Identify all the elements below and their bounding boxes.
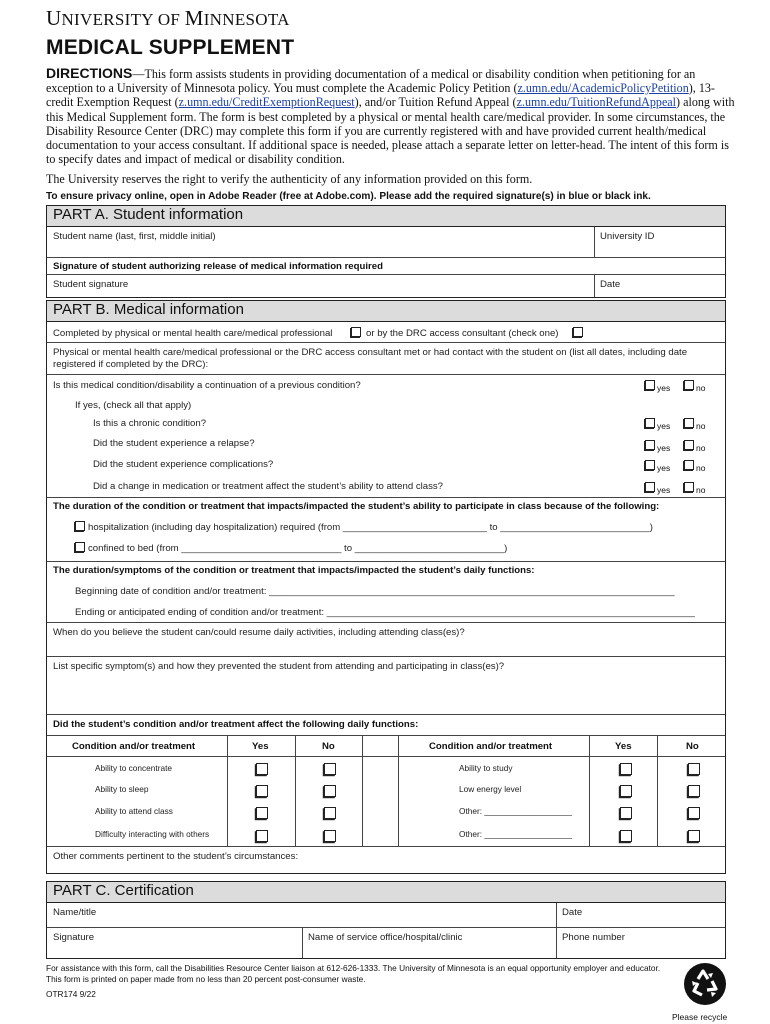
study-yes-checkbox[interactable] bbox=[620, 763, 632, 775]
divider bbox=[47, 927, 725, 928]
student-signature-field[interactable]: Student signature bbox=[53, 279, 129, 290]
divider bbox=[47, 561, 725, 562]
divider bbox=[594, 227, 595, 257]
university-id-field[interactable]: University ID bbox=[600, 231, 655, 242]
university-wordmark: UNIVERSITY OF MINNESOTA bbox=[46, 6, 290, 30]
divider bbox=[302, 927, 303, 958]
bed-field[interactable]: confined to bed (from ______________________________ to ____________________________) bbox=[88, 543, 508, 554]
student-date-field[interactable]: Date bbox=[600, 279, 621, 290]
table-row-label[interactable]: Low energy level bbox=[459, 784, 522, 794]
complications-question: Did the student experience complications? bbox=[93, 459, 274, 470]
service-office-field[interactable]: Name of service office/hospital/clinic bbox=[308, 932, 463, 943]
chronic-yes-checkbox[interactable] bbox=[645, 418, 655, 428]
attend-no-checkbox[interactable] bbox=[324, 807, 336, 819]
interacting-yes-checkbox[interactable] bbox=[256, 830, 268, 842]
interacting-no-checkbox[interactable] bbox=[324, 830, 336, 842]
part-c-header: PART C. Certification bbox=[46, 881, 726, 903]
continuation-yes-checkbox[interactable] bbox=[645, 380, 655, 390]
energy-no-checkbox[interactable] bbox=[688, 785, 700, 797]
other2-yes-checkbox[interactable] bbox=[620, 830, 632, 842]
signature-release-label: Signature of student authorizing release of medical information required bbox=[53, 261, 383, 272]
divider bbox=[47, 374, 725, 375]
hospitalization-field[interactable]: hospitalization (including day hospitalization) required (from ___________________________ to ____________________________) bbox=[88, 522, 653, 533]
energy-yes-checkbox[interactable] bbox=[620, 785, 632, 797]
bed-checkbox[interactable] bbox=[75, 542, 85, 552]
divider bbox=[47, 257, 725, 258]
page-title: MEDICAL SUPPLEMENT bbox=[46, 36, 295, 59]
divider bbox=[47, 274, 725, 275]
table-row-label: Difficulty interacting with others bbox=[95, 829, 210, 839]
relapse-no-checkbox[interactable] bbox=[684, 440, 694, 450]
study-no-checkbox[interactable] bbox=[688, 763, 700, 775]
divider bbox=[589, 735, 590, 846]
name-title-field[interactable]: Name/title bbox=[53, 907, 97, 918]
table-row-label: Ability to concentrate bbox=[95, 763, 173, 773]
no-column-header: No bbox=[686, 741, 699, 752]
resume-field[interactable]: When do you believe the student can/could resume daily activities, including attending class(es)? bbox=[53, 627, 465, 638]
other2-no-checkbox[interactable] bbox=[688, 830, 700, 842]
medication-yes-checkbox[interactable] bbox=[645, 482, 655, 492]
divider bbox=[47, 656, 725, 657]
other-comments-field[interactable]: Other comments pertinent to the student’s circumstances: bbox=[53, 851, 299, 862]
certification-date-field[interactable]: Date bbox=[562, 907, 583, 918]
no-label: no bbox=[696, 443, 706, 453]
other1-yes-checkbox[interactable] bbox=[620, 807, 632, 819]
concentrate-yes-checkbox[interactable] bbox=[256, 763, 268, 775]
chronic-question: Is this a chronic condition? bbox=[93, 418, 207, 429]
other-field-1[interactable]: Other: ___________________ bbox=[459, 806, 573, 816]
attend-yes-checkbox[interactable] bbox=[256, 807, 268, 819]
yes-label: yes bbox=[657, 383, 671, 393]
recycle-icon bbox=[683, 962, 727, 1006]
part-b-header: PART B. Medical information bbox=[46, 300, 726, 322]
no-label: no bbox=[696, 463, 706, 473]
divider bbox=[47, 622, 725, 623]
divider bbox=[47, 714, 725, 715]
tuition-refund-link[interactable]: z.umn.edu/TuitionRefundAppeal bbox=[516, 95, 677, 110]
academic-policy-link[interactable]: z.umn.edu/AcademicPolicyPetition bbox=[517, 81, 689, 96]
footer-note: For assistance with this form, call the Disabilities Resource Center liaison at 612-626-1333. The University of Minnesota is an equal opportunity employer and educator. This form is printed on paper made from no less than 20 percent post-consumer waste. bbox=[46, 963, 661, 984]
condition-column-header: Condition and/or treatment bbox=[429, 741, 553, 752]
yes-column-header: Yes bbox=[252, 741, 269, 752]
table-row-label: Ability to attend class bbox=[95, 806, 173, 816]
part-a-header: PART A. Student information bbox=[46, 205, 726, 227]
student-name-field[interactable]: Student name (last, first, middle initial) bbox=[53, 231, 216, 242]
credit-exemption-link[interactable]: z.umn.edu/CreditExemptionRequest bbox=[178, 95, 355, 110]
hospitalization-checkbox[interactable] bbox=[75, 521, 85, 531]
directions-text: DIRECTIONS—This form assists students in providing documentation of a medical or disability condition when petitioning for an exception to a University of Minnesota policy. You must complete the Academic Policy Petition (z.umn.edu/AcademicPolicyPetition), 13-credit Exemption Request (z.umn.edu/CreditExemptionRequest), and/or Tuition Refund Appeal (z.umn.edu/TuitionRefundAppeal) along with this Medical Supplement form. The form is best completed by a physical or mental health care/medical provider. In some circumstances, the Disability Resource Center (DRC) may complete this form if you are currently registered with and have provided current health/medical documentation to your access consultant. If additional space is needed, please attach a separate letter on letter-head. The intent of this form is to specify dates and impact of medical or disability condition. bbox=[46, 65, 735, 167]
certification-signature-field[interactable]: Signature bbox=[53, 932, 95, 943]
professional-checkbox[interactable] bbox=[351, 327, 361, 337]
ending-date-field[interactable]: Ending or anticipated ending of condition and/or treatment: _____________________________________________________________________ bbox=[75, 607, 695, 618]
divider bbox=[556, 903, 557, 958]
divider bbox=[295, 735, 296, 846]
drc-checkbox[interactable] bbox=[573, 327, 583, 337]
medication-question: Did a change in medication or treatment affect the student’s ability to attend class? bbox=[93, 481, 444, 492]
recycle-label: Please recycle bbox=[672, 1012, 728, 1022]
part-c-box bbox=[46, 902, 726, 959]
directions-label: DIRECTIONS bbox=[46, 65, 133, 81]
relapse-yes-checkbox[interactable] bbox=[645, 440, 655, 450]
medication-no-checkbox[interactable] bbox=[684, 482, 694, 492]
no-column-header: No bbox=[322, 741, 335, 752]
yes-label: yes bbox=[657, 443, 671, 453]
condition-column-header: Condition and/or treatment bbox=[72, 741, 196, 752]
divider bbox=[227, 735, 228, 846]
divider bbox=[362, 735, 363, 846]
divider bbox=[47, 342, 725, 343]
divider bbox=[398, 735, 399, 846]
completed-by-drc-label: or by the DRC access consultant (check one) bbox=[366, 328, 559, 339]
beginning-date-field[interactable]: Beginning date of condition and/or treatment: ____________________________________________________________________________ bbox=[75, 586, 675, 597]
form-number: OTR174 9/22 bbox=[46, 989, 96, 999]
divider bbox=[47, 497, 725, 498]
divider bbox=[657, 735, 658, 846]
divider bbox=[594, 274, 595, 297]
privacy-note: To ensure privacy online, open in Adobe Reader (free at Adobe.com). Please add the required signature(s) in blue or black ink. bbox=[46, 191, 651, 202]
phone-number-field[interactable]: Phone number bbox=[562, 932, 625, 943]
sleep-no-checkbox[interactable] bbox=[324, 785, 336, 797]
no-label: no bbox=[696, 421, 706, 431]
other-field-2[interactable]: Other: ___________________ bbox=[459, 829, 573, 839]
if-yes-label: If yes, (check all that apply) bbox=[75, 400, 192, 411]
no-label: no bbox=[696, 383, 706, 393]
relapse-question: Did the student experience a relapse? bbox=[93, 438, 255, 449]
sleep-yes-checkbox[interactable] bbox=[256, 785, 268, 797]
duration-class-label: The duration of the condition or treatment that impacts/impacted the student’s ability to participate in class because of the following: bbox=[53, 501, 660, 512]
chronic-no-checkbox[interactable] bbox=[684, 418, 694, 428]
completed-by-professional-label: Completed by physical or mental health care/medical professional bbox=[53, 328, 333, 339]
complications-no-checkbox[interactable] bbox=[684, 460, 694, 470]
no-label: no bbox=[696, 485, 706, 495]
table-row-label: Ability to study bbox=[459, 763, 513, 773]
affect-label: Did the student’s condition and/or treatment affect the following daily functions: bbox=[53, 719, 419, 730]
other1-no-checkbox[interactable] bbox=[688, 807, 700, 819]
contact-dates-field[interactable]: Physical or mental health care/medical professional or the DRC access consultant met or had contact with the student on (list all dates, including date registered if completed by the DRC): bbox=[53, 347, 688, 370]
yes-label: yes bbox=[657, 485, 671, 495]
continuation-question: Is this medical condition/disability a continuation of a previous condition? bbox=[53, 380, 361, 391]
divider bbox=[47, 735, 725, 736]
symptoms-field[interactable]: List specific symptom(s) and how they prevented the student from attending and participating in class(es)? bbox=[53, 661, 505, 672]
table-row-label: Ability to sleep bbox=[95, 784, 149, 794]
yes-column-header: Yes bbox=[615, 741, 632, 752]
divider bbox=[47, 846, 725, 847]
yes-label: yes bbox=[657, 463, 671, 473]
reserve-note: The University reserves the right to verify the authenticity of any information provided on this form. bbox=[46, 172, 533, 186]
complications-yes-checkbox[interactable] bbox=[645, 460, 655, 470]
duration-daily-label: The duration/symptoms of the condition or treatment that impacts/impacted the student’s daily functions: bbox=[53, 565, 535, 576]
continuation-no-checkbox[interactable] bbox=[684, 380, 694, 390]
yes-label: yes bbox=[657, 421, 671, 431]
divider bbox=[47, 756, 725, 757]
concentrate-no-checkbox[interactable] bbox=[324, 763, 336, 775]
